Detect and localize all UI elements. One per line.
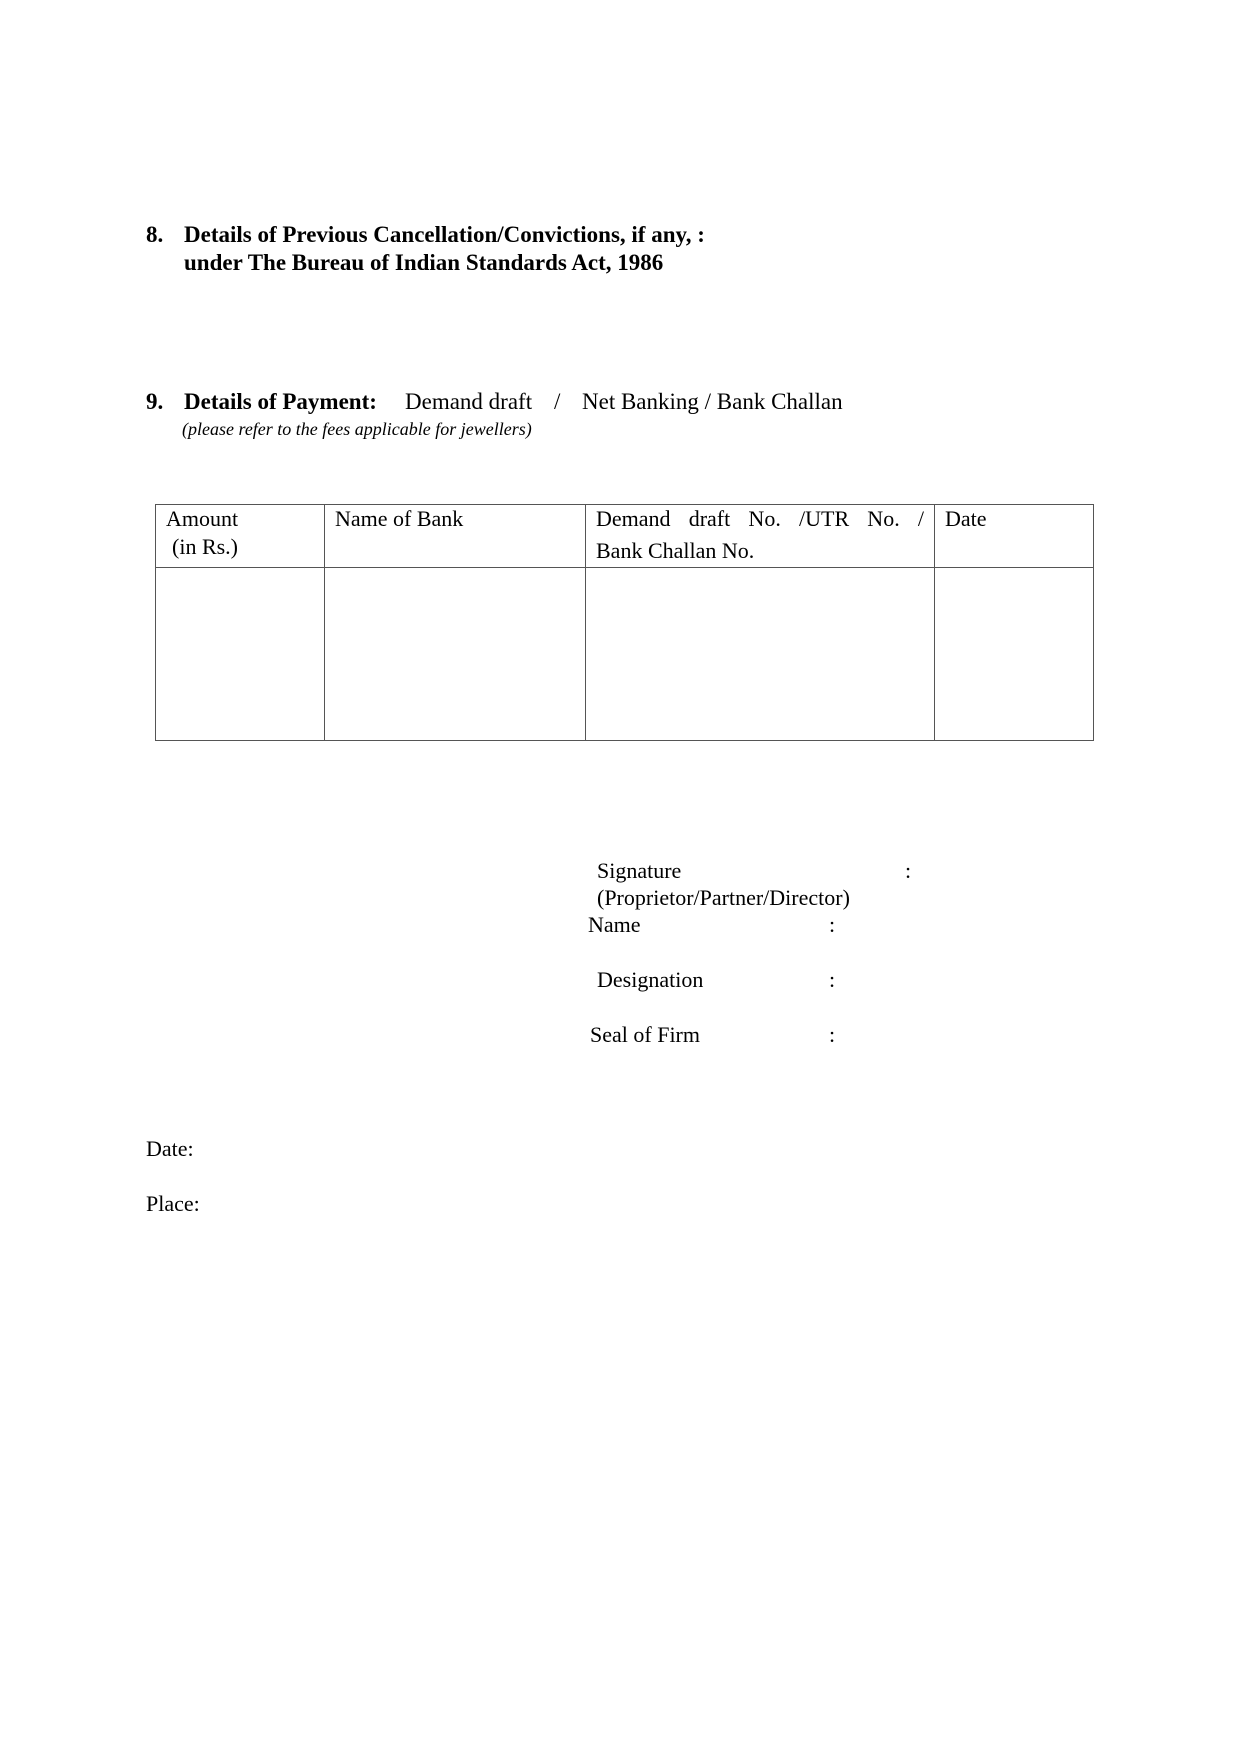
- payment-details-table: [155, 504, 1094, 741]
- payment-option-demand-draft: Demand draft: [405, 389, 533, 414]
- cell-amount[interactable]: [156, 568, 325, 741]
- cell-dd-number[interactable]: [586, 568, 935, 741]
- header-dd-line2: Bank Challan No.: [596, 538, 755, 563]
- header-date: [935, 505, 1094, 568]
- section-8-heading-line2: under The Bureau of Indian Standards Act, 1986: [184, 250, 664, 275]
- table-row: [156, 568, 1094, 741]
- payment-note: (please refer to the fees applicable for jewellers): [182, 419, 532, 439]
- section-9-number: 9.: [146, 389, 164, 414]
- header-amount-line1: Amount: [166, 506, 239, 531]
- payment-option-separator: /: [554, 389, 561, 414]
- header-amount-line2: (in Rs.): [172, 534, 238, 559]
- section-8-heading-line1: Details of Previous Cancellation/Convictions, if any, :: [184, 222, 705, 247]
- header-amount: [156, 505, 325, 568]
- header-bank-label: Name of Bank: [335, 506, 464, 531]
- name-colon: :: [829, 912, 836, 937]
- cell-bank[interactable]: [325, 568, 586, 741]
- section-8-number: 8.: [146, 222, 164, 247]
- place-label: Place:: [146, 1191, 200, 1216]
- designation-colon: :: [829, 967, 836, 992]
- payment-option-net-banking-challan: Net Banking / Bank Challan: [582, 389, 843, 414]
- date-label: Date:: [146, 1136, 194, 1161]
- signature-colon: :: [905, 858, 912, 883]
- name-label: Name: [588, 912, 641, 937]
- header-bank: [325, 505, 586, 568]
- seal-label: Seal of Firm: [590, 1022, 700, 1047]
- signature-label: Signature: [597, 858, 682, 883]
- header-date-label: Date: [945, 506, 987, 531]
- cell-date[interactable]: [935, 568, 1094, 741]
- designation-label: Designation: [597, 967, 704, 992]
- section-9-title: Details of Payment:: [184, 389, 377, 414]
- header-dd-line1: Demand draft No. /UTR No. /: [596, 506, 924, 531]
- signature-role: (Proprietor/Partner/Director): [597, 885, 850, 910]
- seal-colon: :: [829, 1022, 836, 1047]
- table-header-row: [156, 505, 1094, 568]
- header-dd-number: [586, 505, 935, 568]
